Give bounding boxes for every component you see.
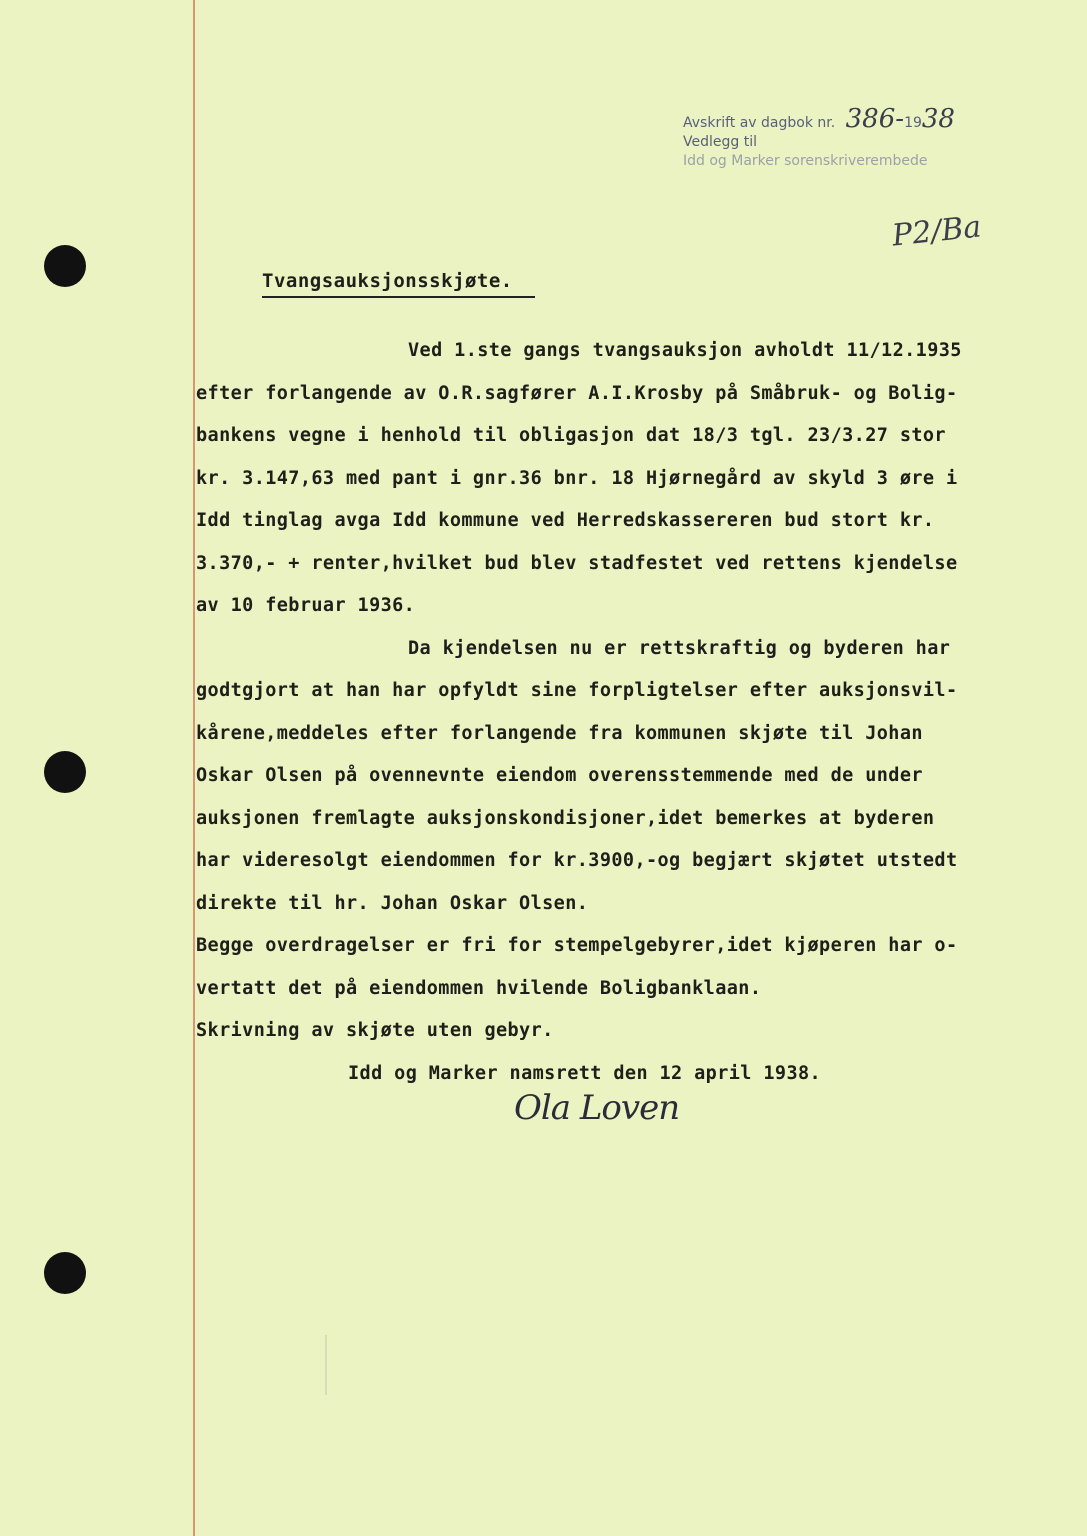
signature: Ola Loven — [514, 1088, 680, 1128]
body-line: auksjonen fremlagte auksjonskondisjoner,idet bemerkes at byderen — [196, 807, 935, 829]
body-line: Da kjendelsen nu er rettskraftig og byderen har — [408, 637, 951, 659]
body-line: Idd tinglag avga Idd kommune ved Herredskassereren bud stort kr. — [196, 510, 935, 531]
stamp-office: Idd og Marker sorenskriverembede — [683, 153, 928, 169]
punch-hole-top — [44, 245, 86, 287]
body-line: 3.370,- + renter,hvilket bud blev stadfestet ved rettens kjendelse — [196, 552, 958, 574]
margin-reference: P2/Ba — [890, 209, 983, 254]
body-line: Begge overdragelser er fri for stempelgebyrer,idet kjøperen har o- — [196, 935, 958, 956]
body-line: kårene,meddeles efter forlangende fra kommunen skjøte til Johan — [196, 722, 923, 744]
margin-line — [193, 0, 195, 1536]
document-title: Tvangsauksjonsskjøte. — [262, 270, 535, 298]
punch-hole-bottom — [44, 1252, 86, 1294]
body-line: direkte til hr. Johan Oskar Olsen. — [196, 892, 589, 914]
registry-stamp — [683, 104, 955, 171]
body-line: vertatt det på eiendommen hvilende Boligbanklaan. — [196, 977, 762, 999]
body-line: godtgjort at han har opfyldt sine forpligtelser efter auksjonsvil- — [196, 680, 958, 701]
body-line: Ved 1.ste gangs tvangsauksjon avholdt 11/12.1935 — [408, 340, 962, 361]
body-line: efter forlangende av O.R.sagfører A.I.Krosby på Småbruk- og Bolig- — [196, 382, 958, 404]
stamp-vedlegg: Vedlegg til — [683, 134, 757, 150]
document-body — [196, 330, 1046, 1095]
stamp-avskrift: Avskrift av — [683, 115, 757, 131]
stamp-dagbok: dagbok nr. — [761, 115, 836, 131]
stamp-year-suffix: 38 — [921, 104, 955, 134]
body-line: Oskar Olsen på ovennevnte eiendom overensstemmende med de under — [196, 765, 923, 786]
body-line: Skrivning av skjøte uten gebyr. — [196, 1020, 554, 1041]
body-line: har videresolgt eiendommen for kr.3900,-og begjært skjøtet utstedt — [196, 850, 958, 871]
stamp-dagbok-number: 386- — [845, 104, 905, 134]
body-line: kr. 3.147,63 med pant i gnr.36 bnr. 18 Hjørnegård av skyld 3 øre i — [196, 467, 958, 489]
pencil-mark — [325, 1335, 397, 1395]
punch-hole-middle — [44, 751, 86, 793]
body-line: av 10 februar 1936. — [196, 595, 416, 616]
date-line: Idd og Marker namsrett den 12 april 1938. — [348, 1062, 822, 1084]
body-line: bankens vegne i henhold til obligasjon dat 18/3 tgl. 23/3.27 stor — [196, 425, 946, 446]
stamp-year-prefix: 19 — [904, 115, 922, 131]
